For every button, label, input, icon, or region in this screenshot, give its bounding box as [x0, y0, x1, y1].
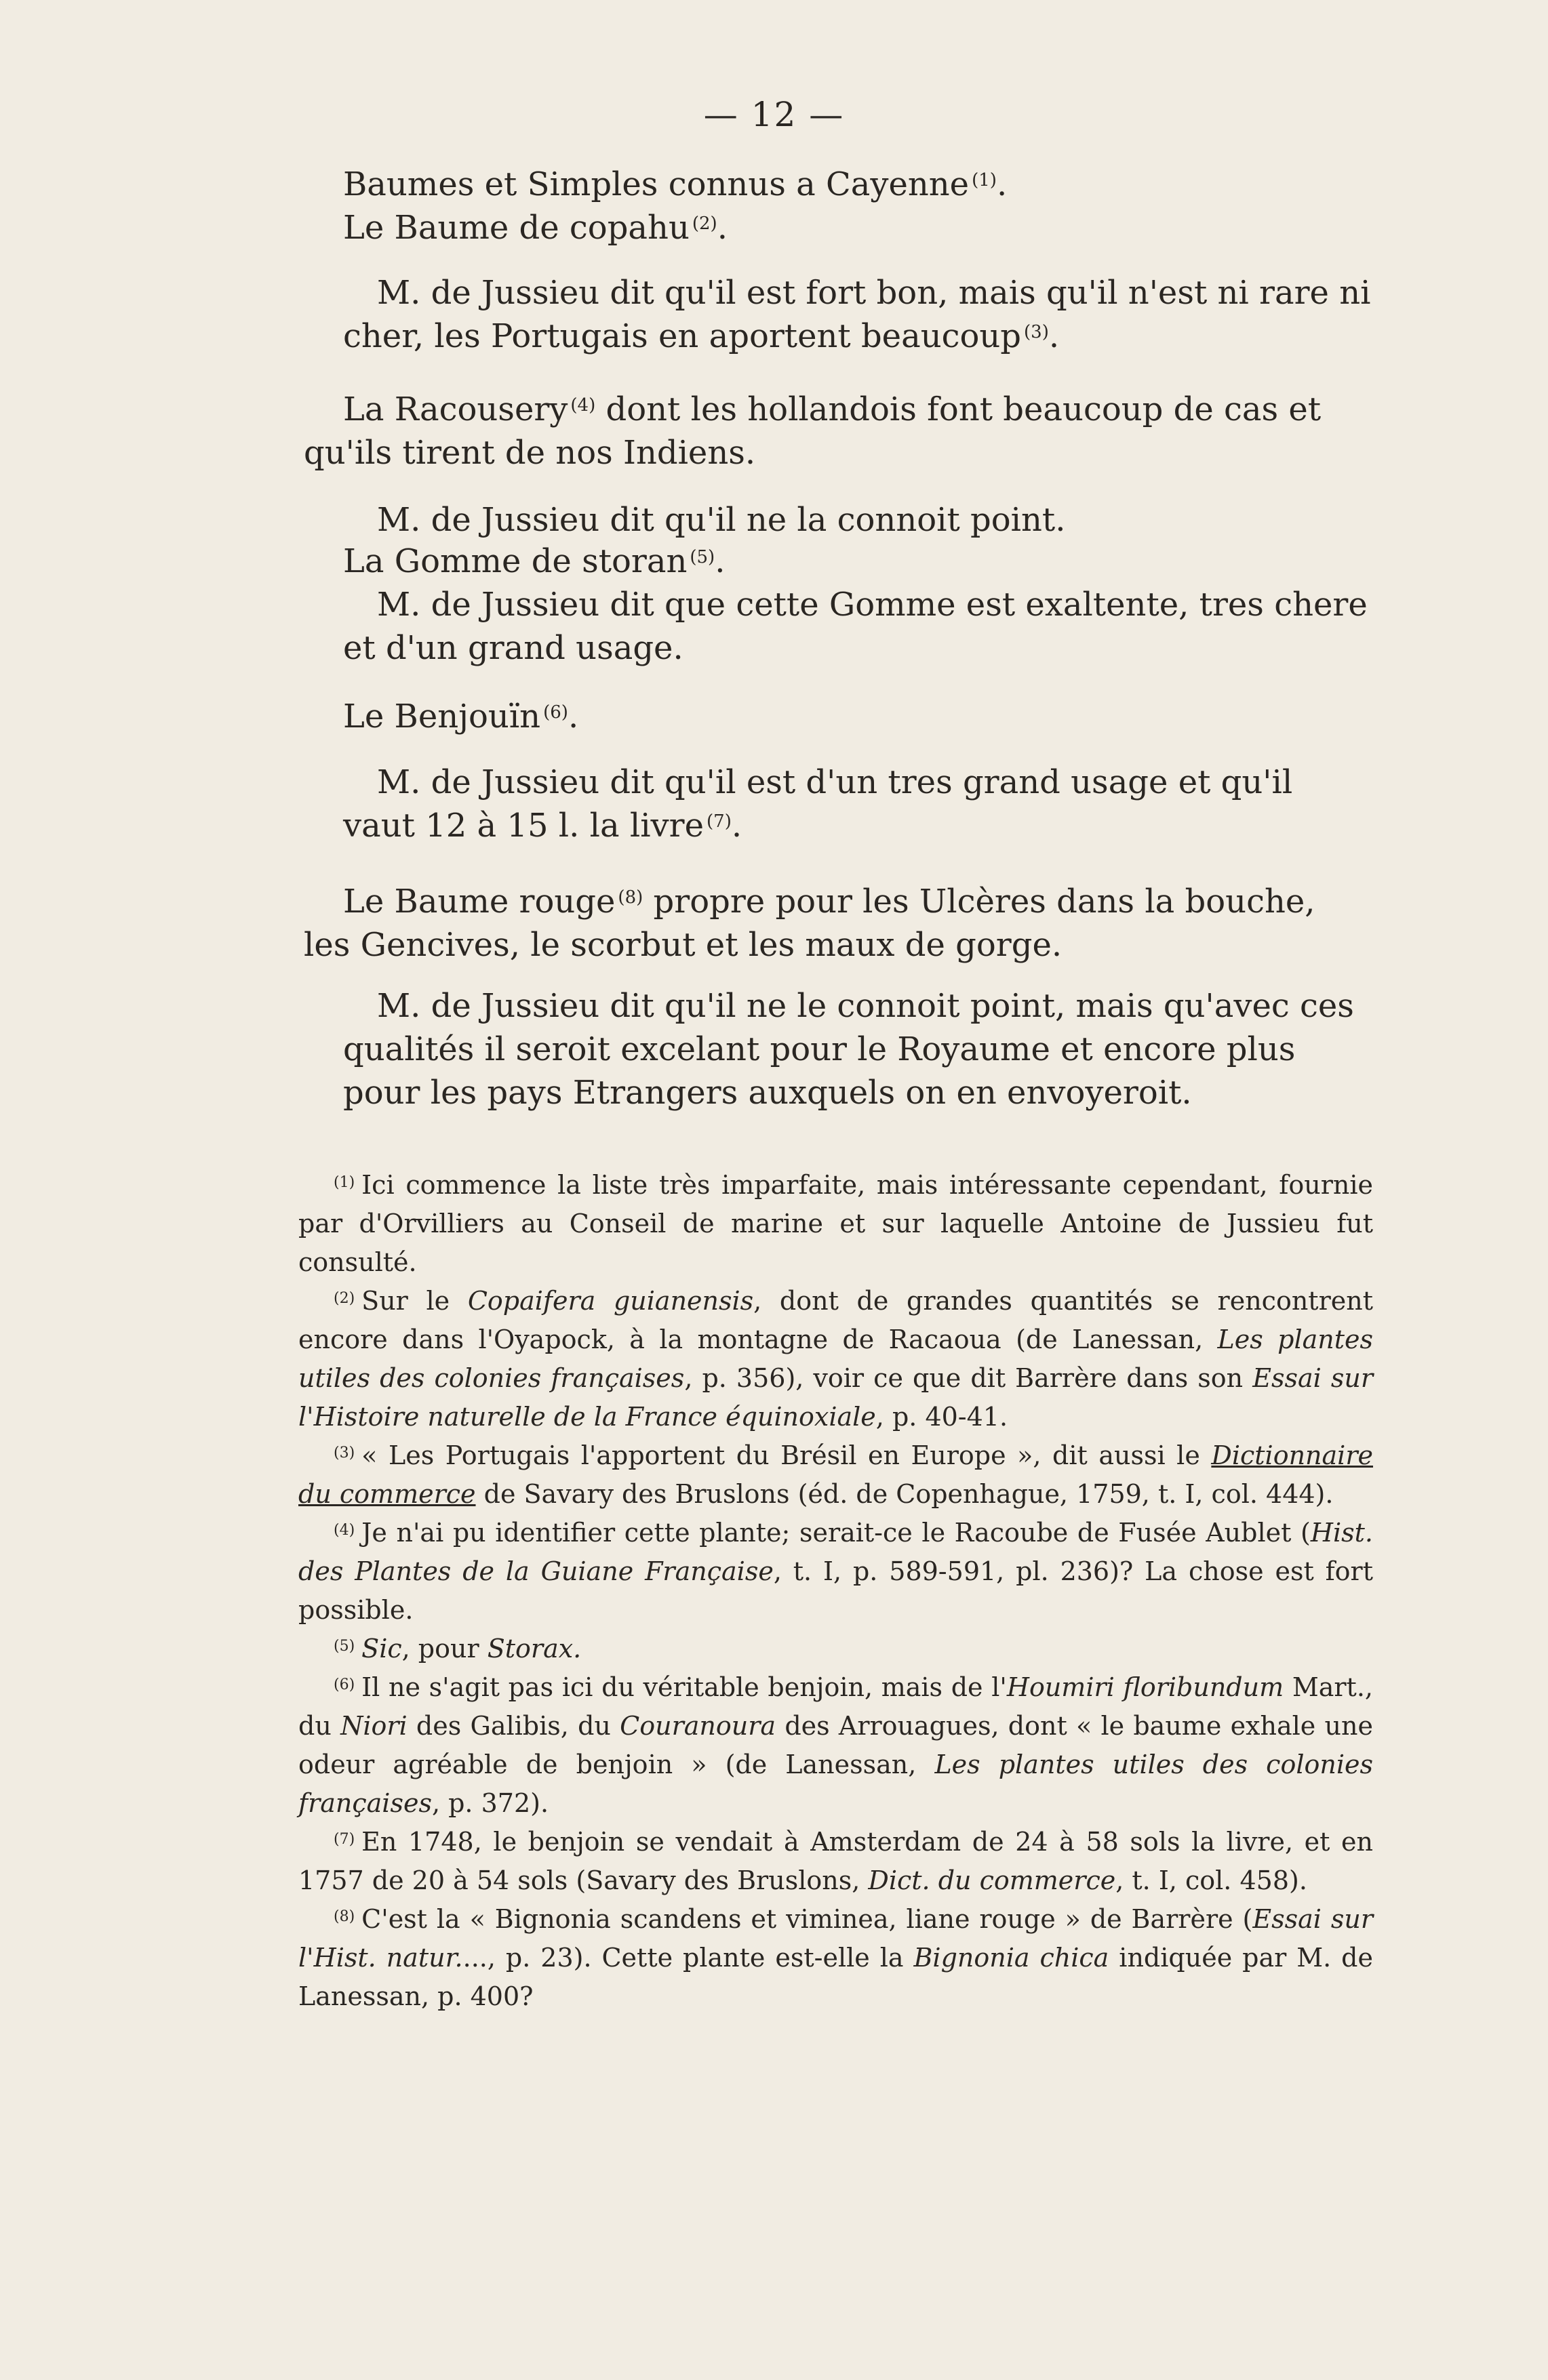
entry-text: Le Benjouïn	[343, 698, 541, 735]
note-ref: (6)	[543, 702, 568, 723]
footnote-text: , t. I, p. 589-591, pl. 236)? La chose est fort possible.	[298, 1556, 1373, 1625]
footnote-1	[298, 1166, 1373, 1282]
footnote-italic: Couranoura	[620, 1711, 776, 1741]
footnote-text: Je n'ai pu identifier cette plante; serait-ce le Racoube de Fusée Aublet (	[361, 1518, 1311, 1548]
footnote-mark: (5)	[334, 1638, 355, 1655]
footnote-4	[298, 1514, 1373, 1630]
footnote-mark: (8)	[334, 1908, 355, 1925]
footnote-italic: Dict. du commerce	[868, 1865, 1116, 1895]
footnote-italic: Niori	[340, 1711, 408, 1741]
footnote-8	[298, 1900, 1373, 2016]
entry-text: M. de Jussieu dit qu'il est fort bon, mais qu'il n'est ni rare ni cher, les Portugais en aportent beaucoup	[343, 274, 1371, 355]
footnote-italic: Houmiri floribundum	[1006, 1672, 1284, 1702]
footnote-text: , p. 356), voir ce que dit Barrère dans son	[684, 1363, 1244, 1393]
footnote-text: « Les Portugais l'apportent du Brésil en Europe », dit aussi le	[361, 1440, 1200, 1470]
note-ref: (5)	[690, 547, 715, 567]
footnote-text: , pour	[401, 1634, 479, 1663]
footnote-italic: Storax.	[487, 1634, 582, 1663]
page-number: — 12 —	[703, 95, 845, 134]
footnote-text: , t. I, col. 458).	[1115, 1865, 1307, 1895]
footnote-mark: (3)	[334, 1445, 355, 1461]
entry-text: M. de Jussieu dit qu'il est d'un tres grand usage et qu'il vaut 12 à 15 l. la livre	[343, 763, 1293, 845]
entry-storan: La Gomme de storan $^{(5)}$. M. de Jussieu dit que cette Gomme est exaltente, tres chere et d'un grand usage.	[343, 542, 1368, 667]
footnote-mark: (6)	[334, 1676, 355, 1693]
entry-racousery-comment	[304, 498, 1372, 542]
entry-text: Baumes et Simples connus a Cayenne	[343, 165, 970, 203]
footnote-italic: Bignonia chica	[913, 1943, 1109, 1973]
footnote-text: , dont de grandes quantités se rencontrent encore dans l'Oyapock, à la montagne de Racaoua (de Lanessan,	[298, 1286, 1373, 1354]
footnote-text: des Arrouagues, dont « le baume exhale une odeur agréable de benjoin » (de Lanessan,	[298, 1711, 1373, 1779]
entry-copahu-comment: M. de Jussieu dit qu'il est fort bon, mais qu'il n'est ni rare ni cher, les Portugais en aportent beaucoup $^{(3)}$.	[343, 274, 1371, 355]
footnote-3	[298, 1436, 1373, 1514]
note-ref: (7)	[707, 811, 732, 832]
footnote-mark: (4)	[334, 1522, 355, 1539]
footnote-text: des Galibis, du	[416, 1711, 611, 1741]
footnote-text: C'est la « Bignonia scandens et viminea, liane rouge » de Barrère (	[361, 1904, 1253, 1934]
footnote-text: Mart., du	[298, 1672, 1373, 1741]
footnote-italic: Essai sur l'Hist. natur.	[298, 1904, 1373, 1973]
footnote-italic: Les plantes utiles des colonies françaises	[298, 1750, 1373, 1818]
footnote-5	[298, 1630, 1373, 1668]
footnote-italic: Les plantes utiles des colonies françaises	[298, 1325, 1373, 1393]
entry-text: dont les hollandois font beaucoup de cas et qu'ils tirent de nos Indiens.	[304, 390, 1322, 472]
footnote-text: de Savary des Bruslons (éd. de Copenhague, 1759, t. I, col. 444).	[483, 1479, 1334, 1509]
entry-text: Le Baume de copahu	[343, 209, 690, 247]
note-ref: (3)	[1024, 322, 1049, 342]
footnotes	[298, 1166, 1373, 2016]
footnote-italic: Essai sur l'Histoire naturelle de la France équinoxiale	[298, 1363, 1373, 1432]
entry-benjouin-comment: M. de Jussieu dit qu'il est d'un tres grand usage et qu'il vaut 12 à 15 l. la livre $^{(7)}$.	[343, 763, 1293, 845]
footnote-italic: Sic	[361, 1634, 402, 1663]
entry-text: La Gomme de storan	[343, 542, 688, 580]
entry-baumes: Baumes et Simples connus a Cayenne $^{(1)}$. Le Baume de copahu $^{(2)}$.	[343, 165, 1008, 247]
note-ref: (8)	[618, 887, 643, 908]
footnote-text: Ici commence la liste très imparfaite, mais intéressante cependant, fournie par d'Orvilliers au Conseil de marine et sur laquelle Antoine de Jussieu fut consulté.	[298, 1170, 1373, 1277]
entry-text: propre pour les Ulcères dans la bouche, les Gencives, le scorbut et les maux de gorge.	[304, 883, 1315, 964]
entry-racousery	[304, 388, 1372, 475]
footnote-italic: Dictionnaire du commerce	[298, 1440, 1373, 1509]
footnote-italic: Copaifera guianensis	[467, 1286, 754, 1316]
footnote-text: Sur le	[361, 1286, 450, 1316]
entry-text: M. de Jussieu dit que cette Gomme est exaltente, tres chere et d'un grand usage.	[343, 586, 1368, 667]
footnote-text: , p. 40-41.	[875, 1402, 1008, 1432]
footnote-7	[298, 1823, 1373, 1900]
footnote-mark: (2)	[334, 1290, 355, 1307]
entry-text: M. de Jussieu dit qu'il ne le connoit point, mais qu'avec ces qualités il seroit excelant pour le Royaume et encore plus pour les pays Etrangers auxquels on en envoyeroit.	[343, 987, 1354, 1112]
footnote-text: , p. 372).	[431, 1788, 549, 1818]
footnote-6	[298, 1668, 1373, 1823]
note-ref: (2)	[692, 214, 717, 234]
footnote-text: ..., p. 23). Cette plante est-elle la	[462, 1943, 904, 1973]
entry-text: La Racousery	[343, 390, 568, 428]
entry-baume-rouge	[304, 880, 1372, 967]
footnote-italic: Hist. des Plantes de la Guiane Française	[298, 1518, 1373, 1586]
note-ref: (4)	[570, 395, 596, 416]
footnote-text: En 1748, le benjoin se vendait à Amsterdam de 24 à 58 sols la livre, et en 1757 de 20 à 54 sols (Savary des Bruslons,	[298, 1827, 1373, 1895]
footnote-text: Il ne s'agit pas ici du véritable benjoin, mais de l'	[361, 1672, 1007, 1702]
footnote-mark: (1)	[334, 1174, 355, 1191]
note-ref: (1)	[972, 170, 997, 190]
entry-benjouin: Le Benjouïn $^{(6)}$.	[343, 698, 579, 735]
entry-baume-rouge-comment	[304, 984, 1372, 1114]
footnote-text: indiquée par M. de Lanessan, p. 400?	[298, 1943, 1373, 2011]
footnote-2	[298, 1282, 1373, 1436]
footnote-mark: (7)	[334, 1831, 355, 1848]
entry-text: Le Baume rouge	[343, 883, 616, 921]
entry-text: M. de Jussieu dit qu'il ne la connoit point.	[377, 501, 1066, 539]
